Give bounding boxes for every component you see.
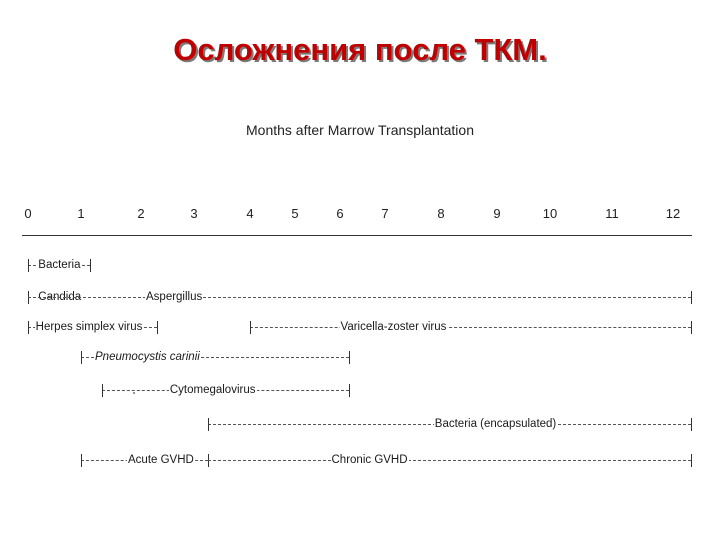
month-tick-6: 6 — [336, 206, 344, 221]
segment-end-bar — [691, 321, 692, 334]
segment-end-bar — [691, 291, 692, 304]
slide-title: Осложнения после ТКМ. — [173, 32, 547, 67]
segment-start-bar — [81, 454, 82, 467]
month-tick-8: 8 — [437, 206, 445, 221]
segment-label: Chronic GVHD — [331, 454, 408, 466]
segment-end-bar — [349, 351, 350, 364]
segment-label: Aspergillus — [146, 291, 203, 303]
segment-start-bar — [28, 321, 29, 334]
segment-start-bar — [102, 384, 103, 397]
segment-label: Pneumocystis carinii — [95, 351, 200, 363]
segment-label: Acute GVHD — [128, 454, 194, 466]
segment-label: Cytomegalovirus — [169, 384, 256, 396]
segment-end-bar — [349, 384, 350, 397]
segment-start-bar — [81, 351, 82, 364]
segment-start-bar — [250, 321, 251, 334]
timeline-segment-line — [28, 297, 691, 298]
month-tick-2: 2 — [137, 206, 145, 221]
month-tick-5: 5 — [291, 206, 299, 221]
month-tick-0: 0 — [24, 206, 32, 221]
month-tick-11: 11 — [605, 206, 619, 221]
segment-label: Herpes simplex virus — [35, 321, 143, 333]
segment-end-bar — [691, 418, 692, 431]
month-tick-9: 9 — [493, 206, 501, 221]
segment-label: Bacteria (encapsulated) — [434, 418, 557, 430]
segment-end-bar — [691, 454, 692, 467]
segment-end-bar — [90, 259, 91, 272]
timeline-segment-line — [250, 327, 691, 328]
month-tick-12: 12 — [665, 206, 681, 221]
segment-label: Candida — [38, 291, 82, 303]
month-tick-10: 10 — [542, 206, 558, 221]
segment-start-bar — [208, 418, 209, 431]
month-tick-7: 7 — [381, 206, 389, 221]
segment-label: Bacteria — [38, 259, 81, 271]
segment-label: Varicella-zoster virus — [340, 321, 447, 333]
month-tick-3: 3 — [190, 206, 198, 221]
figure-title: Months after Marrow Transplantation — [246, 122, 474, 138]
timeline-segment-line — [208, 460, 691, 461]
month-tick-4: 4 — [246, 206, 254, 221]
scan-speck — [133, 392, 135, 394]
segment-start-bar — [28, 259, 29, 272]
segment-end-bar — [157, 321, 158, 334]
month-tick-1: 1 — [77, 206, 85, 221]
